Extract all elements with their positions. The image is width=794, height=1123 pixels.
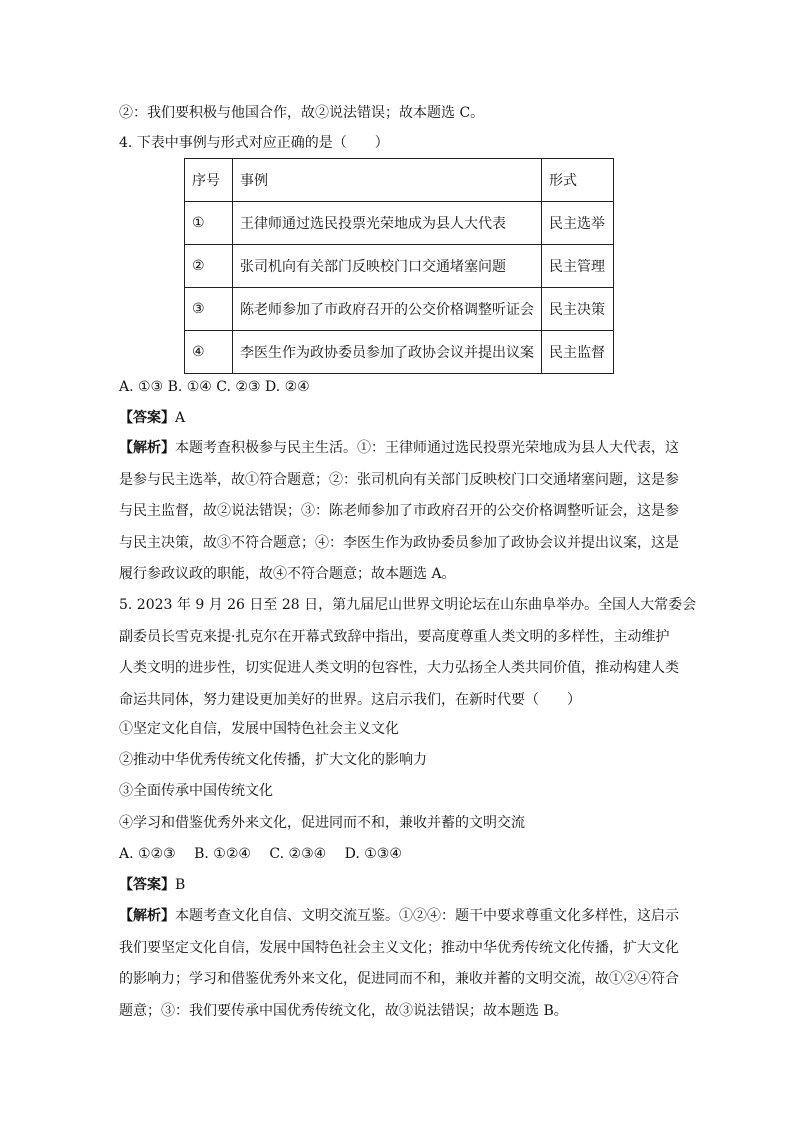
analysis-line: 是参与民主选举，故①符合题意；②：张司机向有关部门反映校门口交通堵塞问题，这是参 [119,471,679,488]
question-5-options: A. ①②③ B. ①②④ C. ②③④ D. ①③④ [119,846,402,862]
question-4-options: A. ①③ B. ①④ C. ②③ D. ②④ [119,379,310,395]
analysis-line: 履行参政议政的职能，故④不符合题意；故本题选 A。 [119,566,456,582]
table-cell: 民主选举 [542,202,614,245]
table-header-cell: 形式 [542,159,614,202]
analysis-line [119,433,679,465]
table-row [185,202,614,245]
statement-1: ①坚定文化自信，发展中国特色社会主义文化 [119,721,399,737]
question-4-stem: 4. 下表中事例与形式对应正确的是（ ） [119,135,389,151]
stem-line: 人类文明的进步性，切实促进人类文明的包容性，大力弘扬全人类共同价值，推动构建人类 [119,660,679,676]
answer-value: B [175,877,186,893]
table-header-cell: 事例 [233,159,542,202]
table-cell: 陈老师参加了市政府召开的公交价格调整听证会 [233,288,542,331]
answer-value: A [175,410,186,426]
analysis-line: 我们要坚定文化自信，发展中国特色社会主义文化；推动中华优秀传统文化传播，扩大文化 [119,939,679,956]
analysis-tag: 【解析】 [119,908,175,924]
analysis-tag: 【解析】 [119,440,175,456]
statement-2: ②推动中华优秀传统文化传播，扩大文化的影响力 [119,752,427,768]
question-4-answer [119,408,185,428]
stem-line: 命运共同体，努力建设更加美好的世界。这启示我们，在新时代要（ ） [119,691,581,708]
question-4-analysis [119,433,679,591]
table-cell: ③ [185,288,233,331]
table-row [185,331,614,374]
question-4-table [184,158,614,374]
analysis-line: 与民主监督，故②说法错误；③：陈老师参加了市政府召开的公交价格调整听证会，这是参 [119,503,679,519]
table-cell: ② [185,245,233,288]
question-5-stem [119,590,697,716]
statement-4: ④学习和借鉴优秀外来文化，促进同而不和，兼收并蓄的文明交流 [119,815,525,831]
table-cell: 王律师通过选民投票光荣地成为县人大代表 [233,202,542,245]
answer-tag: 【答案】 [119,877,175,893]
answer-tag: 【答案】 [119,410,175,426]
statement-3: ③全面传承中国传统文化 [119,783,273,799]
analysis-line: 题意；③：我们要传承中国优秀传统文化，故③说法错误；故本题选 B。 [119,1002,568,1019]
question-5-answer [119,875,185,895]
table-row [185,245,614,288]
analysis-line [119,901,679,933]
table-cell: 张司机向有关部门反映校门口交通堵塞问题 [233,245,542,288]
analysis-line: 的影响力；学习和借鉴优秀外来文化，促进同而不和，兼收并蓄的文明交流，故①②④符合 [119,971,679,987]
previous-answer-line: ②：我们要积极与他国合作，故②说法错误；故本题选 C。 [119,105,485,121]
table-cell: 李医生作为政协委员参加了政协会议并提出议案 [233,331,542,374]
analysis-text: 本题考查文化自信、文明交流互鉴。①②④：题干中要求尊重文化多样性，这启示 [175,908,679,924]
table-cell: 民主决策 [542,288,614,331]
table-cell: ④ [185,331,233,374]
analysis-line: 与民主决策，故③不符合题意；④：李医生作为政协委员参加了政协会议并提出议案，这是 [119,534,679,551]
analysis-text: 本题考查积极参与民主生活。①：王律师通过选民投票光荣地成为县人大代表，这 [175,440,679,456]
table-cell: ① [185,202,233,245]
table-cell: 民主管理 [542,245,614,288]
stem-line: 副委员长雪克来提·扎克尔在开幕式致辞中指出，要高度尊重人类文明的多样性，主动维护 [119,628,670,645]
table-header-row [185,159,614,202]
table-header-cell: 序号 [185,159,233,202]
stem-line: 5. 2023 年 9 月 26 日至 28 日，第九届尼山世界文明论坛在山东曲阜举办。全国人大常委会 [119,597,697,613]
table-row [185,288,614,331]
question-5-analysis [119,901,679,1027]
table-cell: 民主监督 [542,331,614,374]
